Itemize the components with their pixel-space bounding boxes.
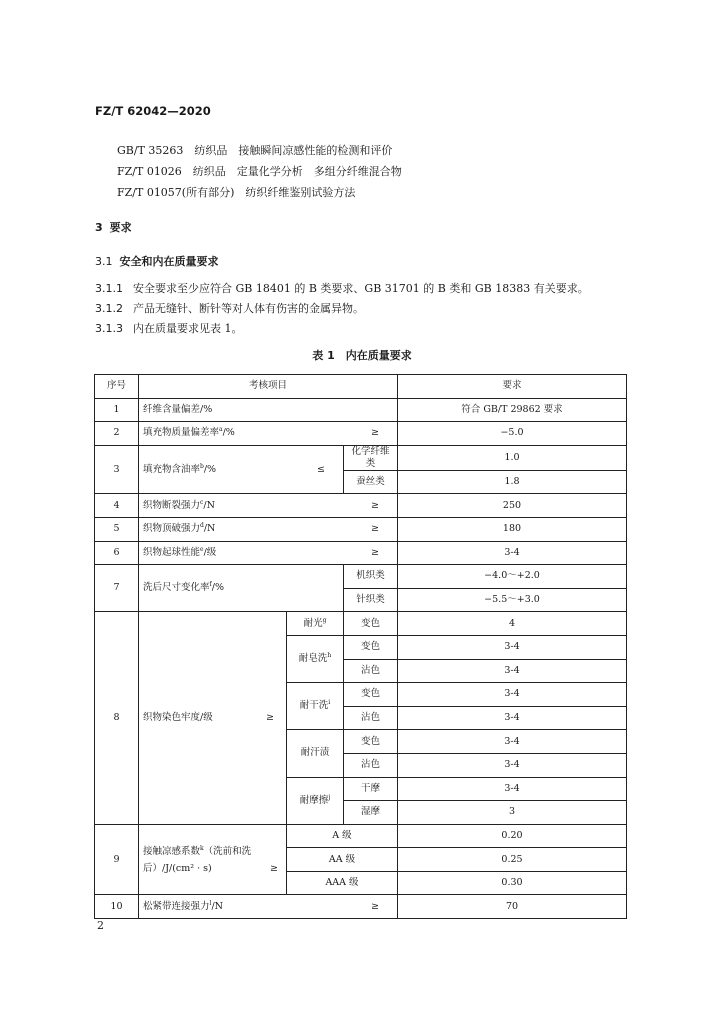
row-item: 织物起球性能$^e$/级 [143,545,217,558]
row-item-cell [139,824,287,895]
row-no: 4 [95,494,139,518]
table-row [95,895,627,919]
row-requirement: 4 [398,612,627,636]
paragraph-3-1-2 [95,300,364,316]
row-item: 织物顶破强力$^d$/N [143,522,216,535]
row-requirement: 1.8 [398,470,627,494]
row-requirement: 250 [398,494,627,518]
sub-label: 变色 [344,612,398,636]
row-no: 10 [95,895,139,919]
table-row [95,824,627,848]
sub-label: 化学纤维类 [344,445,398,470]
section-3-heading [95,219,132,235]
sub-label: 沾色 [344,753,398,777]
fastness-group: 耐摩擦$^j$ [287,777,344,824]
sub-label: 干摩 [344,777,398,801]
table-row [95,422,627,446]
table-row [95,494,627,518]
row-requirement: 3 [398,801,627,825]
row-requirement: 3-4 [398,753,627,777]
row-requirement: 70 [398,895,627,919]
row-requirement: 3-4 [398,541,627,565]
table-row [95,541,627,565]
para-text: 安全要求至少应符合 GB 18401 的 B 类要求、GB 31701 的 B 类和 GB 18383 有关要求。 [133,282,589,295]
sub-label: 变色 [344,635,398,659]
section-number: 3 [95,221,103,234]
row-requirement: 符合 GB/T 29862 要求 [398,398,627,422]
row-requirement: 3-4 [398,706,627,730]
para-number: 3.1.1 [95,282,123,295]
table-header-row [95,375,627,399]
row-no: 5 [95,517,139,541]
row-item: 纤维含量偏差/% [139,398,398,422]
row-item-cell [139,541,398,565]
row-requirement: 0.30 [398,871,627,895]
row-requirement: 3-4 [398,635,627,659]
row-item: 填充物质量偏差率$^a$/% [143,426,235,439]
header-no: 序号 [95,375,139,399]
fastness-group: 耐光$^g$ [287,612,344,636]
ge-symbol: ≥ [371,499,379,511]
para-text: 产品无缝针、断针等对人体有伤害的金属异物。 [133,302,364,315]
ge-symbol: ≥ [371,523,379,535]
row-requirement: −5.5～+3.0 [398,588,627,612]
row-item-cell [139,494,398,518]
header-item: 考核项目 [139,375,398,399]
row-no: 8 [95,612,139,824]
ge-symbol: ≥ [371,900,379,912]
grade-label: AA 级 [287,848,398,872]
row-requirement: 1.0 [398,445,627,470]
sub-label: 变色 [344,683,398,707]
table-row [95,565,627,589]
row-item: 织物断裂强力$^c$/N [143,498,215,511]
row-no: 7 [95,565,139,612]
ge-symbol: ≥ [371,427,379,439]
doc-header: FZ/T 62042—2020 [95,104,211,118]
row-item-cell [139,422,398,446]
row-no: 2 [95,422,139,446]
table-caption: 表 1 内在质量要求 [312,349,412,362]
row-requirement: 3-4 [398,683,627,707]
row-requirement: 180 [398,517,627,541]
reference-3: FZ/T 01057(所有部分) 纺织纤维鉴别试验方法 [117,186,356,199]
row-item-line1: 接触凉感系数$^k$（洗前和洗 [143,844,252,857]
row-item-cell [139,445,344,494]
sub-label: 湿摩 [344,801,398,825]
para-text: 内在质量要求见表 1。 [133,322,243,335]
header-requirement: 要求 [398,375,627,399]
fastness-group: 耐皂洗$^h$ [287,635,344,682]
grade-label: AAA 级 [287,871,398,895]
sub-label: 机织类 [344,565,398,589]
row-item-cell [139,895,398,919]
reference-2: FZ/T 01026 纺织品 定量化学分析 多组分纤维混合物 [117,165,402,178]
section-number: 3.1 [95,255,113,268]
ge-symbol: ≥ [270,862,278,874]
sub-label: 沾色 [344,706,398,730]
row-requirement: −5.0 [398,422,627,446]
row-item-line2: 后）/J/(cm² · s) [143,862,212,874]
sub-label: 沾色 [344,659,398,683]
row-requirement: 3-4 [398,777,627,801]
quality-requirements-table [94,374,627,919]
para-number: 3.1.3 [95,322,123,335]
row-item: 织物染色牢度/级 [143,712,213,724]
section-title: 安全和内在质量要求 [119,255,219,268]
row-requirement: 0.25 [398,848,627,872]
row-item: 洗后尺寸变化率$^f$/% [139,565,344,612]
row-no: 3 [95,445,139,494]
row-item: 松紧带连接强力$^l$/N [143,899,223,912]
row-item-cell [139,517,398,541]
paragraph-3-1-1 [95,280,589,296]
row-requirement: −4.0～+2.0 [398,565,627,589]
reference-1: GB/T 35263 纺织品 接触瞬间凉感性能的检测和评价 [117,144,393,157]
row-requirement: 3-4 [398,730,627,754]
row-requirement: 0.20 [398,824,627,848]
le-symbol: ≤ [317,463,325,475]
row-no: 9 [95,824,139,895]
sub-label: 针织类 [344,588,398,612]
row-requirement: 3-4 [398,659,627,683]
para-number: 3.1.2 [95,302,123,315]
row-no: 6 [95,541,139,565]
ge-symbol: ≥ [266,712,274,724]
fastness-group: 耐干洗$^i$ [287,683,344,730]
sub-label: 变色 [344,730,398,754]
table-row [95,398,627,422]
paragraph-3-1-3 [95,320,243,336]
section-title: 要求 [109,221,132,234]
section-3-1-heading [95,253,219,269]
ge-symbol: ≥ [371,546,379,558]
grade-label: A 级 [287,824,398,848]
table-row [95,517,627,541]
row-item: 填充物含油率$^b$/% [143,462,217,475]
row-no: 1 [95,398,139,422]
page-number: 2 [97,919,104,932]
fastness-group: 耐汗渍 [287,730,344,777]
table-row [95,445,627,470]
row-item-cell [139,612,287,824]
sub-label: 蚕丝类 [344,470,398,494]
table-row [95,612,627,636]
